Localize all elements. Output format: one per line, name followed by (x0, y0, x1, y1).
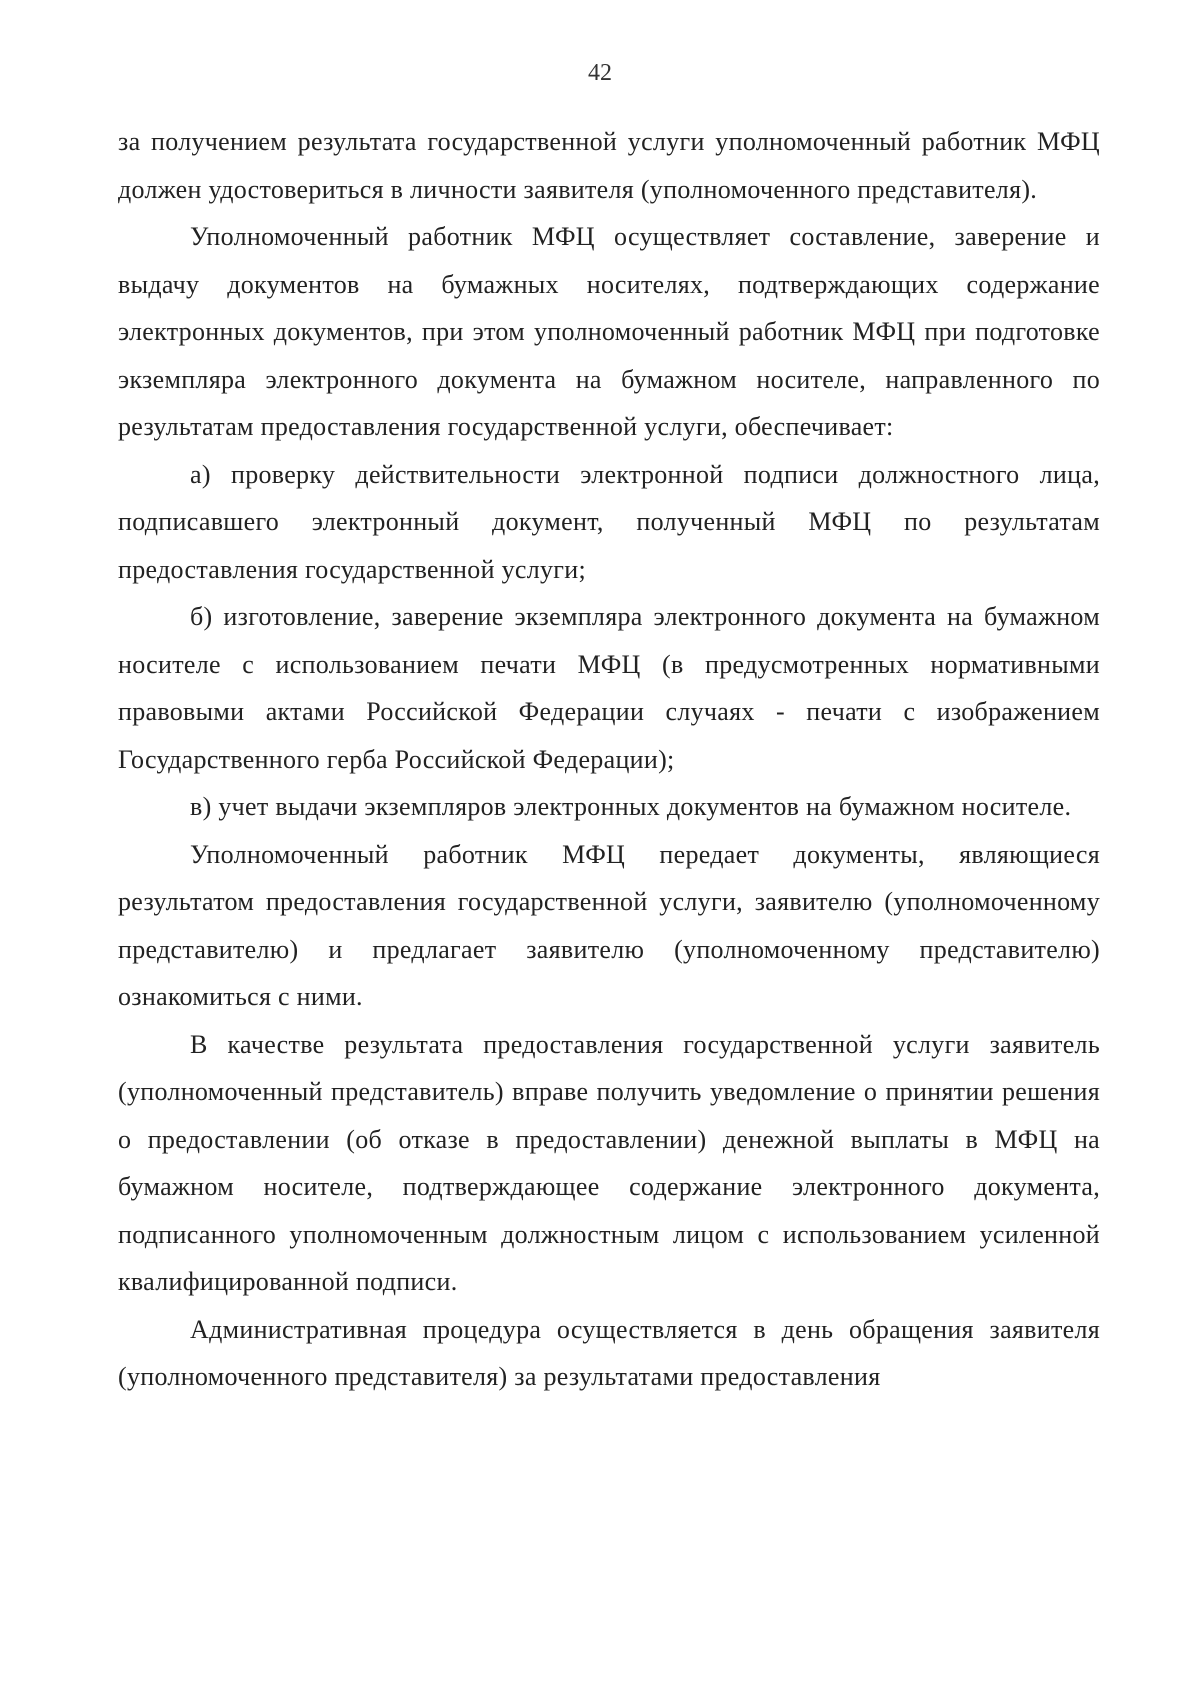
list-item-v: в) учет выдачи экземпляров электронных документов на бумажном носителе. (190, 792, 1072, 821)
list-item-a: а) проверку действительности электронной подписи должностного лица, подписавшего электронный документ, полученный МФЦ по результатам предоставления государственной услуги; (118, 459, 1100, 584)
document-body (118, 118, 1100, 1401)
paragraph-document-handover: Уполномоченный работник МФЦ передает документы, являющиеся результатом предоставления государственной услуги, заявителю (уполномоченному представителю) и предлагает заявителю (уполномоченному представителю) ознакомиться с ними. (118, 839, 1100, 1011)
paragraph-notification: В качестве результата предоставления государственной услуги заявитель (уполномоченный представитель) вправе получить уведомление о принятии решения о предоставлении (об отказе в предоставлении) денежной выплаты в МФЦ на бумажном носителе, подтверждающее содержание электронного документа, подписанного уполномоченным должностным лицом с использованием усиленной квалифицированной подписи. (118, 1029, 1100, 1296)
list-item-b: б) изготовление, заверение экземпляра электронного документа на бумажном носителе с использованием печати МФЦ (в предусмотренных нормативными правовыми актами Российской Федерации случаях - печати с изображением Государственного герба Российской Федерации); (118, 602, 1100, 774)
paragraph-mfc-duties: Уполномоченный работник МФЦ осуществляет составление, заверение и выдачу документов на бумажных носителях, подтверждающих содержание электронных документов, при этом уполномоченный работник МФЦ при подготовке экземпляра электронного документа на бумажном носителе, направленного по результатам предоставления государственной услуги, обеспечивает: (118, 222, 1100, 441)
paragraph-continuation: за получением результата государственной услуги уполномоченный работник МФЦ должен удостовериться в личности заявителя (уполномоченного представителя). (118, 127, 1100, 204)
page-number: 42 (588, 60, 612, 86)
paragraph-procedure: Административная процедура осуществляется в день обращения заявителя (уполномоченного представителя) за результатами предоставления (118, 1314, 1100, 1391)
